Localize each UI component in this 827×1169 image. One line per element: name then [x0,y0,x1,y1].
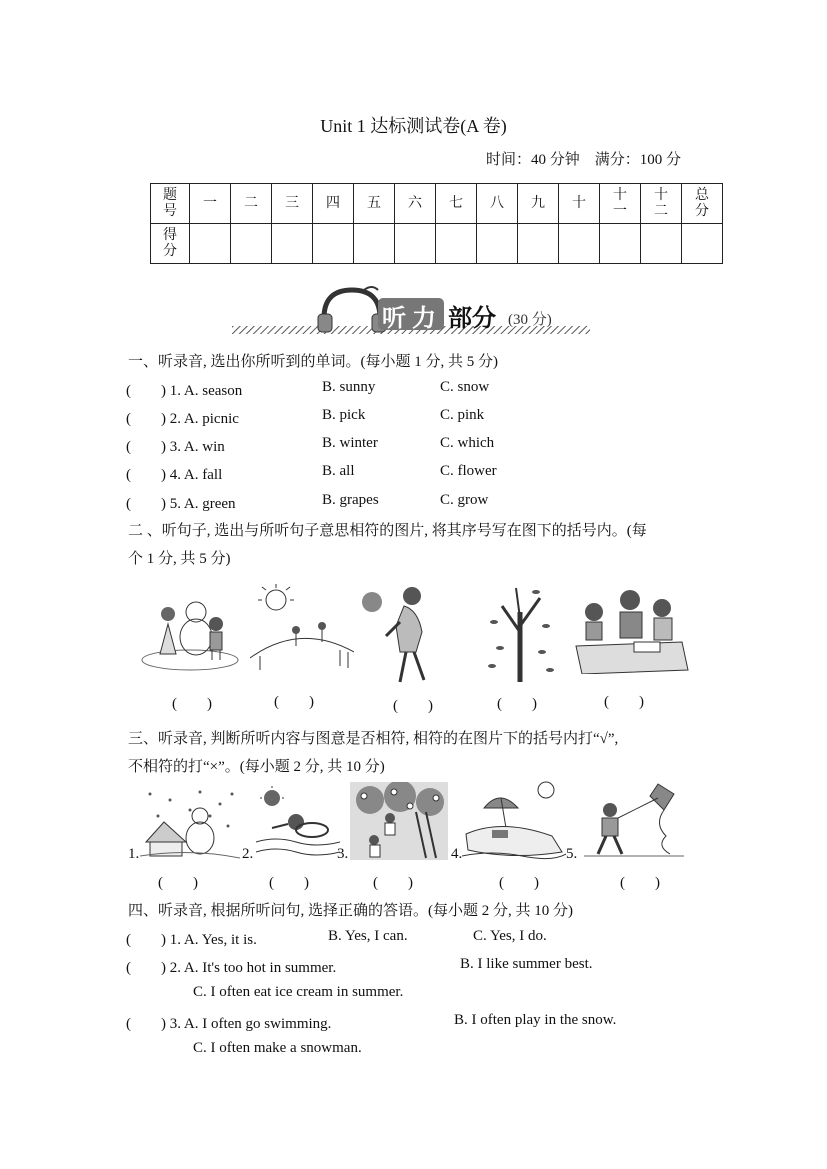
score-cell[interactable] [600,224,641,264]
section1-q5-a: ( ) 5. A. green [126,496,236,512]
picture-man-sweating-sun [356,582,446,686]
section3-heading-line2: 不相符的打“×”。(每小题 2 分, 共 10 分) [128,759,385,775]
section3-bracket-2[interactable]: ( ) [269,875,309,891]
section3-label-5: 5. [566,846,578,862]
section4-q2-b: B. I like summer best. [460,956,593,972]
header-cell: 七 [436,184,477,224]
section3-label-1: 1. [128,846,140,862]
header-cell: 十 [559,184,600,224]
section3-bracket-3[interactable]: ( ) [373,875,413,891]
section1-q3-b: B. winter [322,435,378,451]
score-cell[interactable] [272,224,313,264]
section2-bracket-3[interactable]: ( ) [393,698,433,714]
section3-bracket-5[interactable]: ( ) [620,875,660,891]
score-cell[interactable] [436,224,477,264]
picture-kids-walking-hill [250,582,354,674]
section4-q1-b: B. Yes, I can. [328,928,408,944]
picture-tree-falling-leaves [480,582,564,682]
header-cell: 一 [190,184,231,224]
section3-bracket-1[interactable]: ( ) [158,875,198,891]
header-cell: 十 一 [600,184,641,224]
section2-bracket-5[interactable]: ( ) [604,694,644,710]
picture-children-snowman [140,582,240,674]
section4-q2-c: C. I often eat ice cream in summer. [193,984,404,1000]
header-cell: 三 [272,184,313,224]
section3-label-2: 2. [242,846,254,862]
score-cell[interactable] [231,224,272,264]
section4-q2-a: ( ) 2. A. It's too hot in summer. [126,960,337,976]
banner-word-2: 力 [412,304,436,332]
section3-bracket-4[interactable]: ( ) [499,875,539,891]
section4-q3-c: C. I often make a snowman. [193,1040,362,1056]
section1-heading: 一、听录音, 选出你所听到的单词。(每小题 1 分, 共 5 分) [128,354,498,370]
header-cell: 十 二 [641,184,682,224]
section4-q3-a: ( ) 3. A. I often go swimming. [126,1016,332,1032]
picture-boy-swimming [256,784,340,860]
section2-heading-line1: 二 、听句子, 选出与所听句子意思相符的图片, 将其序号写在图下的括号内。(每 [128,523,647,539]
listening-banner [232,284,592,340]
section1-q2-b: B. pick [322,407,366,423]
section1-q2-a: ( ) 2. A. picnic [126,411,239,427]
score-cell[interactable] [190,224,231,264]
score-cell[interactable] [682,224,723,264]
score-cell[interactable] [477,224,518,264]
section2-heading-line2: 个 1 分, 共 5 分) [128,551,231,567]
score-cell[interactable] [313,224,354,264]
score-cell[interactable] [395,224,436,264]
time-and-score-line: 时间：40 分钟 满分：100 分 [486,152,682,168]
row-label-number: 题 号 [151,184,190,224]
section3-label-4: 4. [451,846,463,862]
section1-q1-c: C. snow [440,379,490,395]
score-table-score-row [151,224,723,264]
section1-q2-c: C. pink [440,407,485,423]
banner-word-1: 听 [382,304,406,332]
header-cell: 六 [395,184,436,224]
section2-bracket-1[interactable]: ( ) [172,696,212,712]
picture-boy-flying-kite [584,780,684,860]
section1-q4-a: ( ) 4. A. fall [126,467,223,483]
section1-q3-c: C. which [440,435,495,451]
picture-snowman-house-snow [140,786,240,860]
section4-q3-b: B. I often play in the snow. [454,1012,617,1028]
section4-q1-c: C. Yes, I do. [473,928,547,944]
header-cell: 二 [231,184,272,224]
section1-q4-c: C. flower [440,463,497,479]
section4-q1-a: ( ) 1. A. Yes, it is. [126,932,257,948]
score-cell[interactable] [559,224,600,264]
section2-bracket-4[interactable]: ( ) [497,696,537,712]
picture-kids-picking-apples [350,782,448,860]
section1-q1-a: ( ) 1. A. season [126,383,243,399]
score-table-header-row [151,184,723,224]
page-title: Unit 1 达标测试卷(A 卷) [320,116,507,136]
header-cell: 八 [477,184,518,224]
header-cell-total: 总 分 [682,184,723,224]
section1-q3-a: ( ) 3. A. win [126,439,225,455]
header-cell: 四 [313,184,354,224]
section3-heading-line1: 三、听录音, 判断所听内容与图意是否相符, 相符的在图片下的括号内打“√”, [128,731,619,747]
picture-beach-umbrella [462,778,566,860]
picture-family-picnic [572,582,690,674]
banner-score: (30 分) [508,312,552,328]
section1-q5-b: B. grapes [322,492,379,508]
score-table [150,183,723,264]
section1-q5-c: C. grow [440,492,489,508]
section4-heading: 四、听录音, 根据所听问句, 选择正确的答语。(每小题 2 分, 共 10 分) [128,903,573,919]
score-cell[interactable] [518,224,559,264]
row-label-score: 得 分 [151,224,190,264]
header-cell: 五 [354,184,395,224]
section1-q1-b: B. sunny [322,379,376,395]
score-cell[interactable] [641,224,682,264]
section1-q4-b: B. all [322,463,355,479]
banner-word-3: 部分 [448,304,496,332]
score-cell[interactable] [354,224,395,264]
section3-label-3: 3. [337,846,349,862]
header-cell: 九 [518,184,559,224]
section2-bracket-2[interactable]: ( ) [274,694,314,710]
